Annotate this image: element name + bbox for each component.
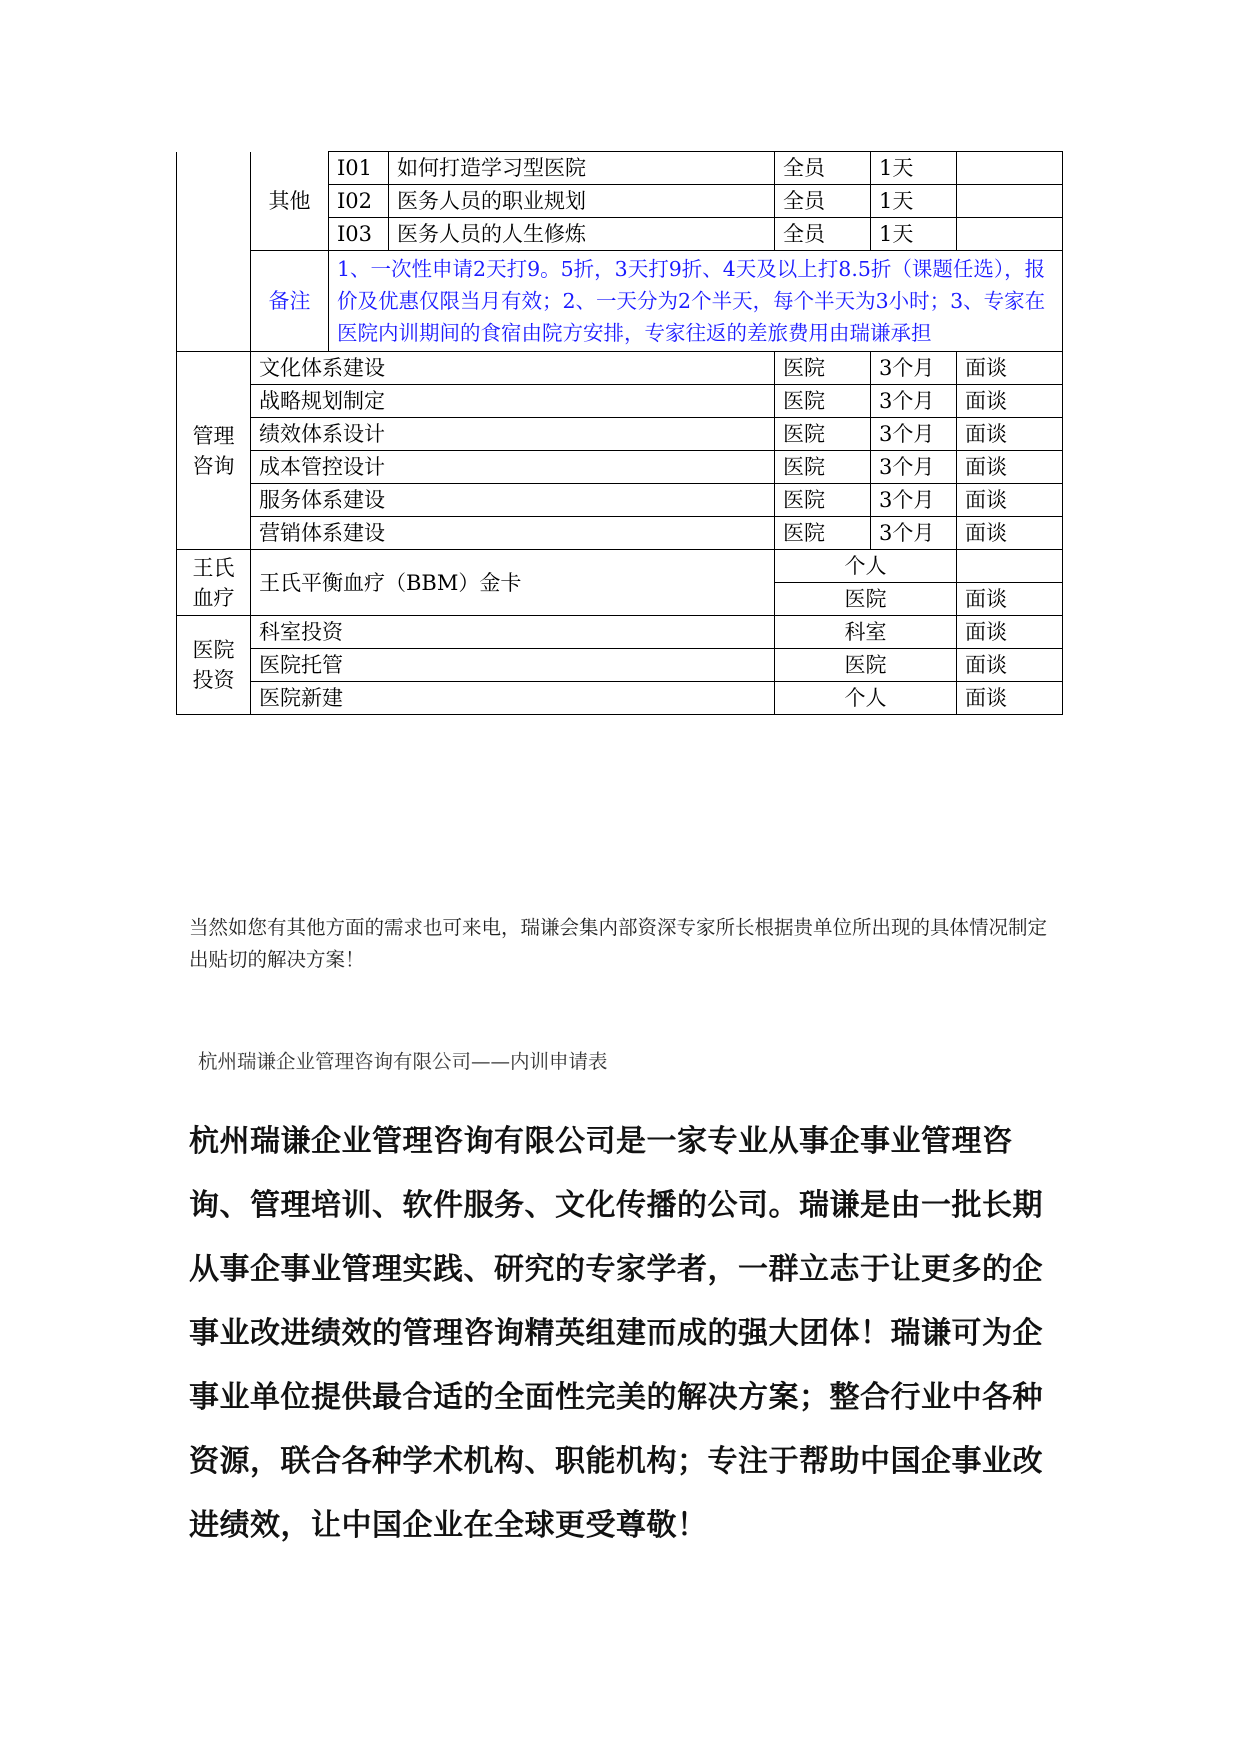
table-row [177,352,1063,385]
service-mode: 面谈 [957,616,1063,649]
service-mode: 面谈 [957,418,1063,451]
service-mode: 面谈 [957,583,1063,616]
company-intro: 杭州瑞谦企业管理咨询有限公司是一家专业从事企事业管理咨询、管理培训、软件服务、文化传播的公司。瑞谦是由一批长期从事企事业管理实践、研究的专家学者，一群立志于让更多的企事业改进绩效的管理咨询精英组建而成的强大团体！瑞谦可为企事业单位提供最合适的全面性完美的解决方案；整合行业中各种资源，联合各种学术机构、职能机构；专注于帮助中国企事业改进绩效，让中国企业在全球更受尊敬！ [189,1124,1043,1543]
remark-row [177,251,1063,352]
service-mode: 面谈 [957,649,1063,682]
service-duration: 3个月 [871,484,957,517]
course-code: I03 [329,218,389,251]
table-row [177,418,1063,451]
category-line: 管理 [192,423,235,448]
course-code: I02 [329,185,389,218]
service-target: 个人 [775,682,957,715]
category-line: 咨询 [192,453,235,478]
service-mode: 面谈 [957,451,1063,484]
section-blank-cell [177,152,251,352]
table-row [177,649,1063,682]
course-duration: 1天 [871,218,957,251]
table-row [177,484,1063,517]
form-title: 杭州瑞谦企业管理咨询有限公司——内训申请表 [198,1050,608,1073]
course-audience: 全员 [775,218,871,251]
course-audience: 全员 [775,152,871,185]
course-title: 医务人员的人生修炼 [389,218,775,251]
service-duration: 3个月 [871,385,957,418]
closing-paragraph: 当然如您有其他方面的需求也可来电，瑞谦会集内部资深专家所长根据贵单位所出现的具体情况制定出贴切的解决方案！ [189,916,1048,971]
service-item: 王氏平衡血疗（BBM）金卡 [251,550,775,616]
service-item: 成本管控设计 [251,451,775,484]
service-target: 医院 [775,484,871,517]
service-mode: 面谈 [957,517,1063,550]
course-note [957,152,1063,185]
service-target: 医院 [775,418,871,451]
service-target: 医院 [775,649,957,682]
course-note [957,218,1063,251]
remark-text: 1、一次性申请2天打9。5折，3天打9折、4天及以上打8.5折（课题任选），报价及优惠仅限当月有效；2、一天分为2个半天，每个半天为3小时；3、专家在医院内训期间的食宿由院方安排，专家往返的差旅费用由瑞谦承担 [329,251,1063,352]
course-duration: 1天 [871,152,957,185]
category-consulting [177,352,251,550]
table-row [177,451,1063,484]
service-duration: 3个月 [871,418,957,451]
service-item: 营销体系建设 [251,517,775,550]
service-item: 医院新建 [251,682,775,715]
service-target: 医院 [775,583,957,616]
service-item: 医院托管 [251,649,775,682]
category-therapy [177,550,251,616]
service-item: 战略规划制定 [251,385,775,418]
service-item: 服务体系建设 [251,484,775,517]
table-row [177,616,1063,649]
service-target: 医院 [775,352,871,385]
table-row [177,550,1063,583]
table-row [177,517,1063,550]
service-duration: 3个月 [871,352,957,385]
service-target: 科室 [775,616,957,649]
remark-label: 备注 [251,251,329,352]
category-line: 医院 [192,638,235,662]
service-target: 个人 [775,550,957,583]
service-target: 医院 [775,451,871,484]
course-code: I01 [329,152,389,185]
category-investment [177,616,251,715]
course-title: 医务人员的职业规划 [389,185,775,218]
table-row [177,385,1063,418]
service-mode: 面谈 [957,385,1063,418]
service-item: 绩效体系设计 [251,418,775,451]
service-target: 医院 [775,517,871,550]
table-row [177,682,1063,715]
service-duration: 3个月 [871,451,957,484]
course-title: 如何打造学习型医院 [389,152,775,185]
category-other: 其他 [251,152,329,251]
table-row [177,152,1063,185]
service-mode [957,550,1063,583]
category-line: 投资 [192,668,235,692]
category-line: 王氏 [192,555,235,580]
course-audience: 全员 [775,185,871,218]
service-item: 文化体系建设 [251,352,775,385]
service-mode: 面谈 [957,682,1063,715]
course-note [957,185,1063,218]
service-mode: 面谈 [957,352,1063,385]
course-duration: 1天 [871,185,957,218]
service-target: 医院 [775,385,871,418]
service-item: 科室投资 [251,616,775,649]
service-duration: 3个月 [871,517,957,550]
service-mode: 面谈 [957,484,1063,517]
service-table [176,151,1063,715]
category-line: 血疗 [192,585,235,610]
